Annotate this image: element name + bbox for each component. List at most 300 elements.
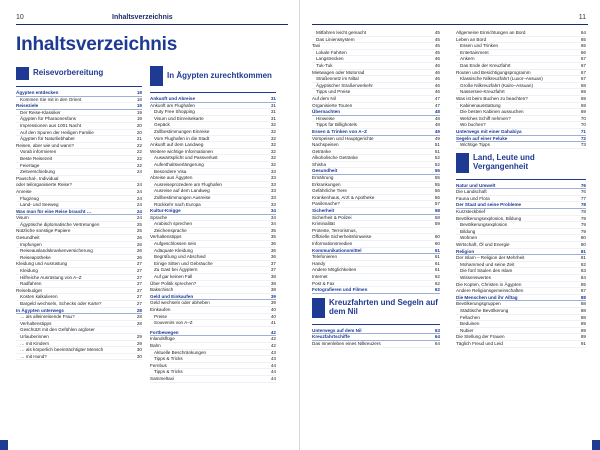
- toc-entry[interactable]: [456, 328, 586, 335]
- toc-entry-title: Land- und Seeweg: [20, 202, 59, 208]
- section-rule: [456, 179, 586, 180]
- toc-page-number: 81: [580, 255, 586, 261]
- toc-entry[interactable]: [312, 341, 440, 348]
- toc-entry[interactable]: [16, 334, 142, 341]
- toc-entry[interactable]: [16, 327, 142, 334]
- toc-entry[interactable]: [150, 202, 276, 209]
- toc-entry-title: Arabisch sprechen: [154, 221, 193, 227]
- toc-entry[interactable]: [456, 315, 586, 322]
- toc-entry-title: Der Staat und seine Probleme: [456, 202, 522, 208]
- toc-entry[interactable]: [150, 307, 276, 314]
- toc-entry[interactable]: [150, 228, 276, 235]
- toc-entry-title: Ankunft am Flughafen: [150, 102, 195, 108]
- toc-entry[interactable]: [312, 188, 440, 195]
- toc-entry-title: Gefährliche Tiere: [312, 188, 347, 194]
- toc-entry[interactable]: [456, 229, 586, 236]
- toc-entry-title: Reiseapotheke: [20, 254, 51, 260]
- toc-entry[interactable]: [312, 43, 440, 50]
- toc-entry[interactable]: [150, 274, 276, 281]
- toc-entry-title: Zeitverschiebung: [20, 169, 55, 175]
- toc-entry[interactable]: [150, 369, 276, 376]
- toc-entry-title: Wohnen: [460, 235, 478, 241]
- toc-entry[interactable]: [456, 142, 586, 149]
- toc-entry[interactable]: [150, 182, 276, 189]
- toc-page-number: 51: [434, 148, 440, 154]
- toc-entry[interactable]: [456, 209, 586, 216]
- toc-page-number: 79: [580, 228, 586, 234]
- toc-entry[interactable]: [150, 356, 276, 363]
- toc-entry[interactable]: [150, 188, 276, 195]
- toc-page-number: 22: [136, 149, 142, 155]
- toc-entry[interactable]: [312, 63, 440, 70]
- toc-page-number: 33: [270, 188, 276, 194]
- toc-entry[interactable]: [150, 215, 276, 222]
- toc-chapter[interactable]: [16, 103, 142, 110]
- toc-entry[interactable]: [16, 215, 142, 222]
- toc-entry[interactable]: [456, 222, 586, 229]
- toc-entry[interactable]: [16, 182, 142, 189]
- toc-entry[interactable]: [456, 109, 586, 116]
- toc-entry[interactable]: [312, 241, 440, 248]
- toc-page-number: 61: [434, 254, 440, 260]
- toc-entry-title: Tuk-Tuk: [316, 62, 333, 68]
- toc-entry[interactable]: [312, 182, 440, 189]
- toc-entry[interactable]: [150, 175, 276, 182]
- toc-entry[interactable]: [312, 261, 440, 268]
- toc-page-number: 38: [270, 287, 276, 293]
- toc-entry[interactable]: [312, 274, 440, 281]
- toc-entry[interactable]: [16, 116, 142, 123]
- toc-entry[interactable]: [312, 201, 440, 208]
- toc-chapter[interactable]: [312, 287, 440, 294]
- toc-page-number: 26: [136, 241, 142, 247]
- toc-entry[interactable]: [150, 336, 276, 343]
- toc-entry[interactable]: [456, 56, 586, 63]
- toc-page-number: 46: [434, 69, 440, 75]
- toc-page-number: 28: [136, 307, 142, 313]
- toc-chapter[interactable]: [150, 330, 276, 337]
- toc-entry[interactable]: [312, 83, 440, 90]
- toc-page-number: 52: [434, 161, 440, 167]
- toc-entry[interactable]: [16, 130, 142, 137]
- toc-entry-title: Ägypten für Pharaonenfans: [20, 116, 76, 122]
- toc-entry-title: Kabinenausstattung: [460, 102, 501, 108]
- toc-entry-title: Wirtschaft, Öl und Energie: [456, 242, 510, 248]
- toc-page-number: 81: [580, 248, 586, 254]
- toc-entry[interactable]: [456, 288, 586, 295]
- toc-entry-title: Nubier: [460, 327, 474, 333]
- toc-chapter[interactable]: [456, 295, 586, 302]
- toc-entry[interactable]: [456, 122, 586, 129]
- toc-entry[interactable]: [16, 321, 142, 328]
- toc-entry[interactable]: [150, 142, 276, 149]
- toc-chapter[interactable]: [16, 209, 142, 216]
- toc-entry[interactable]: [312, 96, 440, 103]
- toc-entry-title: Impressionen aus 1001 Nacht: [20, 122, 82, 128]
- toc-entry[interactable]: [312, 175, 440, 182]
- toc-entry-title: Fernbus: [150, 362, 167, 368]
- toc-entry[interactable]: [456, 43, 586, 50]
- toc-page-number: 56: [434, 194, 440, 200]
- toc-entry[interactable]: [312, 89, 440, 96]
- toc-entry[interactable]: [312, 122, 440, 129]
- toc-entry[interactable]: [456, 83, 586, 90]
- toc-entry[interactable]: [16, 275, 142, 282]
- toc-page-number: 19: [136, 116, 142, 122]
- toc-entry[interactable]: [16, 281, 142, 288]
- toc-entry[interactable]: [16, 163, 142, 170]
- toc-entry[interactable]: [16, 156, 142, 163]
- toc-page-number: 32: [270, 155, 276, 161]
- toc-page-number: 45: [434, 49, 440, 55]
- toc-page-number: 61: [434, 247, 440, 253]
- toc-chapter[interactable]: [312, 208, 440, 215]
- toc-chapter[interactable]: [312, 109, 440, 116]
- toc-page-number: 24: [136, 188, 142, 194]
- toc-page-number: 69: [580, 102, 586, 108]
- toc-entry-title: Panikmache?: [312, 201, 340, 207]
- toc-page-number: 47: [434, 102, 440, 108]
- toc-entry[interactable]: [312, 103, 440, 110]
- toc-page-number: 70: [580, 115, 586, 121]
- toc-entry[interactable]: [150, 254, 276, 261]
- toc-entry[interactable]: [456, 63, 586, 70]
- toc-entry[interactable]: [312, 254, 440, 261]
- toc-page-number: 85: [580, 281, 586, 287]
- toc-entry[interactable]: [150, 136, 276, 143]
- toc-page-number: 69: [580, 109, 586, 115]
- toc-chapter[interactable]: [312, 129, 440, 136]
- toc-page-number: 43: [270, 349, 276, 355]
- toc-entry[interactable]: [456, 103, 586, 110]
- toc-entry[interactable]: [150, 343, 276, 350]
- toc-entry[interactable]: [312, 215, 440, 222]
- toc-entry[interactable]: [312, 76, 440, 83]
- toc-entry[interactable]: [16, 222, 142, 229]
- toc-chapter[interactable]: [456, 129, 586, 136]
- page-edge-marker: [592, 440, 600, 450]
- toc-page-number: 25: [136, 221, 142, 227]
- toc-entry-title: Die besten Kabinen aussuchen: [460, 109, 524, 115]
- toc-page-number: 21: [136, 136, 142, 142]
- toc-page-number: 36: [270, 254, 276, 260]
- toc-entry[interactable]: [150, 122, 276, 129]
- toc-entry[interactable]: [312, 142, 440, 149]
- toc-page-number: 34: [270, 208, 276, 214]
- toc-entry-title: Nassersee-Kreuzfahrt: [460, 89, 505, 95]
- toc-entry[interactable]: [16, 294, 142, 301]
- toc-entry[interactable]: [456, 275, 586, 282]
- toc-entry-title: oder teilorganisierte Reise?: [16, 182, 72, 188]
- toc-page-number: 61: [434, 267, 440, 273]
- toc-entry[interactable]: [150, 314, 276, 321]
- toc-entry-title: Krankenhaus, Arzt & Apotheke: [312, 194, 375, 200]
- toc-page-number: 31: [270, 115, 276, 121]
- toc-page-number: 41: [270, 320, 276, 326]
- toc-page-number: 32: [270, 142, 276, 148]
- toc-page-number: 66: [580, 49, 586, 55]
- toc-entry[interactable]: [16, 235, 142, 242]
- toc-entry[interactable]: [150, 281, 276, 288]
- toc-entry[interactable]: [150, 300, 276, 307]
- toc-chapter[interactable]: [16, 308, 142, 315]
- toc-entry[interactable]: [456, 189, 586, 196]
- toc-entry[interactable]: [456, 321, 586, 328]
- toc-chapter[interactable]: [312, 328, 440, 335]
- toc-entry-title: Rückkehr nach Europa: [154, 201, 201, 207]
- toc-entry-title: Mohammed und seine Zeit: [460, 261, 515, 267]
- toc-page-number: 39: [270, 293, 276, 299]
- toc-page-number: 55: [434, 168, 440, 174]
- toc-entry-title: Tipps und Preise: [316, 89, 351, 95]
- toc-entry[interactable]: [16, 123, 142, 130]
- toc-chapter[interactable]: [150, 208, 276, 215]
- toc-entry[interactable]: [456, 50, 586, 57]
- toc-entry[interactable]: [16, 347, 142, 354]
- toc-entry[interactable]: [456, 308, 586, 315]
- toc-entry[interactable]: [312, 30, 440, 37]
- toc-page-number: 82: [580, 261, 586, 267]
- toc-entry[interactable]: [456, 70, 586, 77]
- toc-entry[interactable]: [312, 136, 440, 143]
- toc-entry[interactable]: [312, 50, 440, 57]
- toc-entry[interactable]: [456, 37, 586, 44]
- toc-chapter[interactable]: [150, 96, 276, 103]
- toc-entry[interactable]: [16, 242, 142, 249]
- toc-entry[interactable]: [150, 221, 276, 228]
- toc-entry[interactable]: [456, 89, 586, 96]
- toc-page-number: 55: [434, 175, 440, 181]
- toc-chapter[interactable]: [312, 248, 440, 255]
- toc-entry-title: Preise: [154, 313, 168, 319]
- toc-page-number: 45: [434, 36, 440, 42]
- toc-entry[interactable]: [456, 268, 586, 275]
- toc-entry[interactable]: [150, 363, 276, 370]
- toc-entry-title: Einige Sitten und Gebräuche: [154, 260, 213, 266]
- toc-entry[interactable]: [456, 216, 586, 223]
- toc-entry[interactable]: [16, 189, 142, 196]
- toc-chapter[interactable]: [150, 294, 276, 301]
- toc-entry-title: Die Landschaft: [456, 189, 487, 195]
- toc-entry-title: … mit Kindern: [20, 340, 50, 346]
- toc-entry[interactable]: [16, 97, 142, 104]
- toc-entry-title: Besondere Visa: [154, 168, 187, 174]
- toc-entry[interactable]: [312, 116, 440, 123]
- toc-entry[interactable]: [312, 149, 440, 156]
- toc-page-number: 91: [580, 340, 586, 346]
- toc-page-number: 57: [434, 201, 440, 207]
- toc-entry[interactable]: [312, 56, 440, 63]
- toc-entry[interactable]: [16, 288, 142, 295]
- toc-entry-title: Weitere wichtige Informationen: [150, 148, 213, 154]
- toc-page-number: 37: [270, 260, 276, 266]
- toc-page-number: 88: [580, 307, 586, 313]
- toc-page-number: 64: [580, 30, 586, 35]
- toc-entry[interactable]: [312, 162, 440, 169]
- toc-entry[interactable]: [16, 255, 142, 262]
- toc-entry-title: Wo buchen?: [460, 122, 486, 128]
- toc-entry[interactable]: [456, 301, 586, 308]
- toc-entry[interactable]: [16, 169, 142, 176]
- toc-entry-title: Taxi: [312, 43, 321, 49]
- toc-entry[interactable]: [150, 103, 276, 110]
- toc-chapter[interactable]: [456, 136, 586, 143]
- toc-page-number: 32: [270, 122, 276, 128]
- toc-entry[interactable]: [16, 149, 142, 156]
- toc-entry[interactable]: [16, 136, 142, 143]
- toc-page-number: 46: [434, 76, 440, 82]
- toc-entry[interactable]: [312, 195, 440, 202]
- toc-entry[interactable]: [456, 341, 586, 348]
- toc-entry-title: Beste Reisezeit: [20, 155, 52, 161]
- toc-page-number: 78: [580, 209, 586, 215]
- toc-page-number: 63: [434, 327, 440, 333]
- toc-entry[interactable]: [456, 334, 586, 341]
- page-number-right: 11: [578, 14, 586, 21]
- toc-entry[interactable]: [150, 162, 276, 169]
- toc-page-number: 77: [580, 195, 586, 201]
- toc-entry-title: Welches Schiff nehmen?: [460, 115, 511, 121]
- toc-page-number: 39: [270, 300, 276, 306]
- toc-chapter[interactable]: [456, 202, 586, 209]
- toc-entry-title: Unterwegs mit einer Dahabiya: [456, 128, 522, 134]
- toc-page-number: 45: [434, 43, 440, 49]
- toc-entry[interactable]: [150, 248, 276, 255]
- toc-entry[interactable]: [312, 234, 440, 241]
- toc-entry[interactable]: [16, 301, 142, 308]
- toc-entry-title: Essen und Trinken: [460, 43, 499, 49]
- toc-entry-title: Vom Flughafen in die Stadt: [154, 135, 210, 141]
- toc-entry[interactable]: [150, 267, 276, 274]
- toc-entry[interactable]: [16, 248, 142, 255]
- toc-page-number: 36: [270, 241, 276, 247]
- toc-entry-title: Kreuzfahrtschiffe: [312, 334, 350, 340]
- toc-entry-title: Ägyptische diplomatische Vertretungen: [20, 221, 100, 227]
- toc-entry-title: Was man für eine Reise braucht …: [16, 208, 92, 214]
- toc-entry[interactable]: [150, 350, 276, 357]
- toc-chapter[interactable]: [312, 334, 440, 341]
- toc-entry[interactable]: [312, 228, 440, 235]
- toc-entry[interactable]: [16, 314, 142, 321]
- toc-entry[interactable]: [16, 202, 142, 209]
- toc-entry-title: Reisen, aber wie und wann?: [16, 142, 74, 148]
- toc-entry[interactable]: [312, 221, 440, 228]
- toc-chapter[interactable]: [456, 183, 586, 190]
- toc-entry[interactable]: [150, 149, 276, 156]
- toc-entry[interactable]: [456, 96, 586, 103]
- toc-page-number: 65: [580, 43, 586, 49]
- toc-entry[interactable]: [456, 242, 586, 249]
- toc-column-2: [150, 62, 276, 383]
- toc-page-number: 45: [434, 30, 440, 35]
- toc-entry-title: Ausreiseprozedere am Flughafen: [154, 181, 222, 187]
- toc-entry[interactable]: [150, 169, 276, 176]
- toc-entry[interactable]: [150, 129, 276, 136]
- toc-entry-title: Aktuelle Beschränkungen: [154, 349, 207, 355]
- toc-page-number: 24: [136, 195, 142, 201]
- toc-page-number: 46: [434, 89, 440, 95]
- toc-page-number: 65: [580, 36, 586, 42]
- toc-entry[interactable]: [150, 376, 276, 383]
- toc-page-number: 42: [270, 329, 276, 335]
- toc-entry[interactable]: [16, 354, 142, 361]
- toc-entry[interactable]: [456, 282, 586, 289]
- toc-entry[interactable]: [150, 261, 276, 268]
- toc-entry-title: Inlandsflüge: [150, 336, 175, 342]
- toc-entry[interactable]: [150, 241, 276, 248]
- toc-chapter[interactable]: [312, 168, 440, 175]
- toc-entry[interactable]: [456, 196, 586, 203]
- toc-entry-title: Städtische Bevölkerung: [460, 307, 509, 313]
- toc-entry-title: Essen & Trinken von A–Z: [312, 128, 367, 134]
- toc-chapter[interactable]: [16, 90, 142, 97]
- toc-entry[interactable]: [150, 116, 276, 123]
- toc-entry-title: Wissenswertes: [460, 275, 491, 280]
- toc-entry[interactable]: [312, 70, 440, 77]
- toc-entry[interactable]: [16, 110, 142, 117]
- toc-page-number: 32: [270, 135, 276, 141]
- toc-entry[interactable]: [312, 37, 440, 44]
- toc-entry[interactable]: [16, 268, 142, 275]
- toc-page-number: 27: [136, 274, 142, 280]
- toc-entry[interactable]: [312, 281, 440, 288]
- toc-entry[interactable]: [16, 143, 142, 150]
- toc-entry[interactable]: [16, 228, 142, 235]
- toc-entry[interactable]: [16, 196, 142, 203]
- toc-page-number: 38: [270, 280, 276, 286]
- toc-entry[interactable]: [456, 235, 586, 242]
- toc-entry[interactable]: [312, 155, 440, 162]
- toc-entry[interactable]: [456, 262, 586, 269]
- toc-entry-title: Natur und Umwelt: [456, 182, 496, 188]
- toc-entry-title: Lokale Fahrten: [316, 49, 347, 55]
- section-heading: [312, 296, 440, 320]
- toc-page-number: 25: [136, 228, 142, 234]
- toc-page-number: 33: [270, 168, 276, 174]
- toc-chapter[interactable]: [456, 249, 586, 256]
- toc-entry[interactable]: [456, 255, 586, 262]
- toc-page-number: 72: [580, 135, 586, 141]
- toc-entry[interactable]: [456, 116, 586, 123]
- toc-page-number: 79: [580, 222, 586, 228]
- toc-page-number: 62: [434, 273, 440, 279]
- toc-entry[interactable]: [456, 76, 586, 83]
- section-marker: [312, 298, 325, 318]
- toc-entry[interactable]: [150, 195, 276, 202]
- toc-entry-title: Fortbewegen: [150, 329, 179, 335]
- toc-page-number: 44: [270, 362, 276, 368]
- toc-entry-title: Ausreise auf dem Landweg: [154, 188, 210, 194]
- toc-entry-title: Über Politik sprechen?: [150, 280, 197, 286]
- toc-entry-title: Ankern: [460, 56, 475, 62]
- toc-entry-title: Zu Gast bei Ägyptern: [154, 267, 198, 273]
- toc-entry[interactable]: [150, 320, 276, 327]
- toc-entry-title: Das Linienssystem: [316, 36, 355, 42]
- toc-entry[interactable]: [456, 30, 586, 37]
- toc-entry[interactable]: [16, 341, 142, 348]
- toc-entry[interactable]: [150, 234, 276, 241]
- toc-entry[interactable]: [150, 109, 276, 116]
- toc-entry[interactable]: [16, 261, 142, 268]
- toc-entry[interactable]: [312, 267, 440, 274]
- toc-entry-title: Beduinen: [460, 321, 480, 327]
- toc-entry[interactable]: [150, 155, 276, 162]
- toc-page-number: 24: [136, 202, 142, 208]
- toc-entry-title: Auf gar keinen Fall: [154, 274, 193, 280]
- toc-entry[interactable]: [150, 287, 276, 294]
- toc-entry[interactable]: [16, 176, 142, 183]
- section-rule: [312, 324, 440, 325]
